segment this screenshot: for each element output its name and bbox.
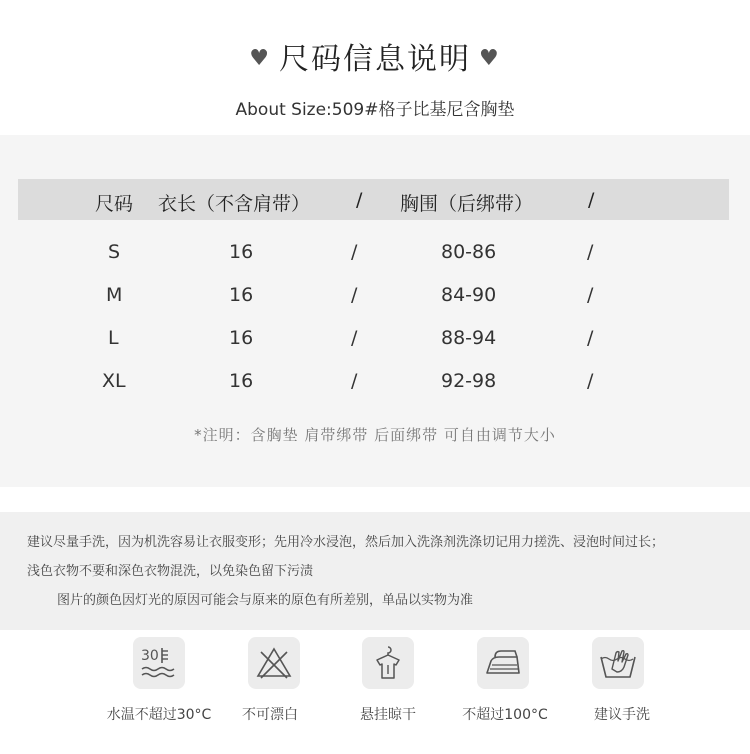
- iron-label: 不超过100°C: [462, 707, 548, 723]
- table-note: *注明：含胸垫 肩带绑带 后面绑带 可自由调节大小: [194, 426, 556, 444]
- column-header-slash-2: /: [588, 189, 595, 211]
- slash-cell: /: [351, 327, 358, 349]
- column-header-size: 尺码: [95, 193, 134, 215]
- slash-cell: /: [351, 241, 358, 263]
- column-header-bust: 胸围（后绑带）: [400, 193, 534, 215]
- slash-cell: /: [587, 241, 594, 263]
- slash-cell: /: [587, 327, 594, 349]
- table-row: [0, 284, 750, 314]
- care-icons-row: [0, 630, 750, 754]
- size-cell: S: [108, 241, 121, 263]
- hand-wash-icon: [592, 637, 644, 689]
- bust-cell: 92-98: [441, 370, 497, 392]
- hand-wash-label: 建议手洗: [594, 707, 650, 723]
- bust-cell: 80-86: [441, 241, 497, 263]
- care-text-line-2: 浅色衣物不要和深色衣物混洗，以免染色留下污渍: [27, 564, 314, 579]
- slash-cell: /: [351, 284, 358, 306]
- size-cell: L: [108, 327, 119, 349]
- heart-right-icon: ♥: [479, 46, 501, 71]
- hang-dry-icon: [362, 637, 414, 689]
- slash-cell: /: [587, 284, 594, 306]
- slash-cell: /: [351, 370, 358, 392]
- header: [0, 0, 750, 135]
- length-cell: 16: [229, 284, 254, 306]
- wash-30-label: 水温不超过30°C: [106, 707, 212, 723]
- hang-dry-label: 悬挂晾干: [360, 707, 416, 723]
- slash-cell: /: [587, 370, 594, 392]
- care-text-line-3: 图片的颜色因灯光的原因可能会与原来的原色有所差别，单品以实物为准: [57, 593, 474, 608]
- size-cell: XL: [102, 370, 126, 392]
- page-title: 尺码信息说明: [279, 42, 471, 77]
- column-header-slash-1: /: [356, 189, 363, 211]
- bust-cell: 88-94: [441, 327, 497, 349]
- care-instructions-panel: [0, 512, 750, 630]
- table-row: [0, 241, 750, 271]
- table-header-row: [18, 179, 729, 220]
- iron-icon: [477, 637, 529, 689]
- table-row: [0, 370, 750, 400]
- no-bleach-label: 不可漂白: [242, 707, 298, 723]
- size-cell: M: [106, 284, 123, 306]
- care-text-line-1: 建议尽量手洗，因为机洗容易让衣服变形；先用冷水浸泡，然后加入洗涤剂洗涤切记用力搓洗、浸泡时间过长；: [27, 535, 665, 550]
- length-cell: 16: [229, 327, 254, 349]
- page-subtitle: About Size:509#格子比基尼含胸垫: [235, 100, 515, 120]
- size-table-panel: [0, 135, 750, 487]
- bust-cell: 84-90: [441, 284, 497, 306]
- length-cell: 16: [229, 241, 254, 263]
- table-row: [0, 327, 750, 357]
- heart-left-icon: ♥: [249, 46, 271, 71]
- no-bleach-icon: [248, 637, 300, 689]
- title-row: [0, 34, 750, 78]
- wash-temp-number: 30: [141, 648, 159, 664]
- length-cell: 16: [229, 370, 254, 392]
- column-header-length: 衣长（不含肩带）: [158, 193, 311, 215]
- wash-30-icon: [133, 637, 185, 689]
